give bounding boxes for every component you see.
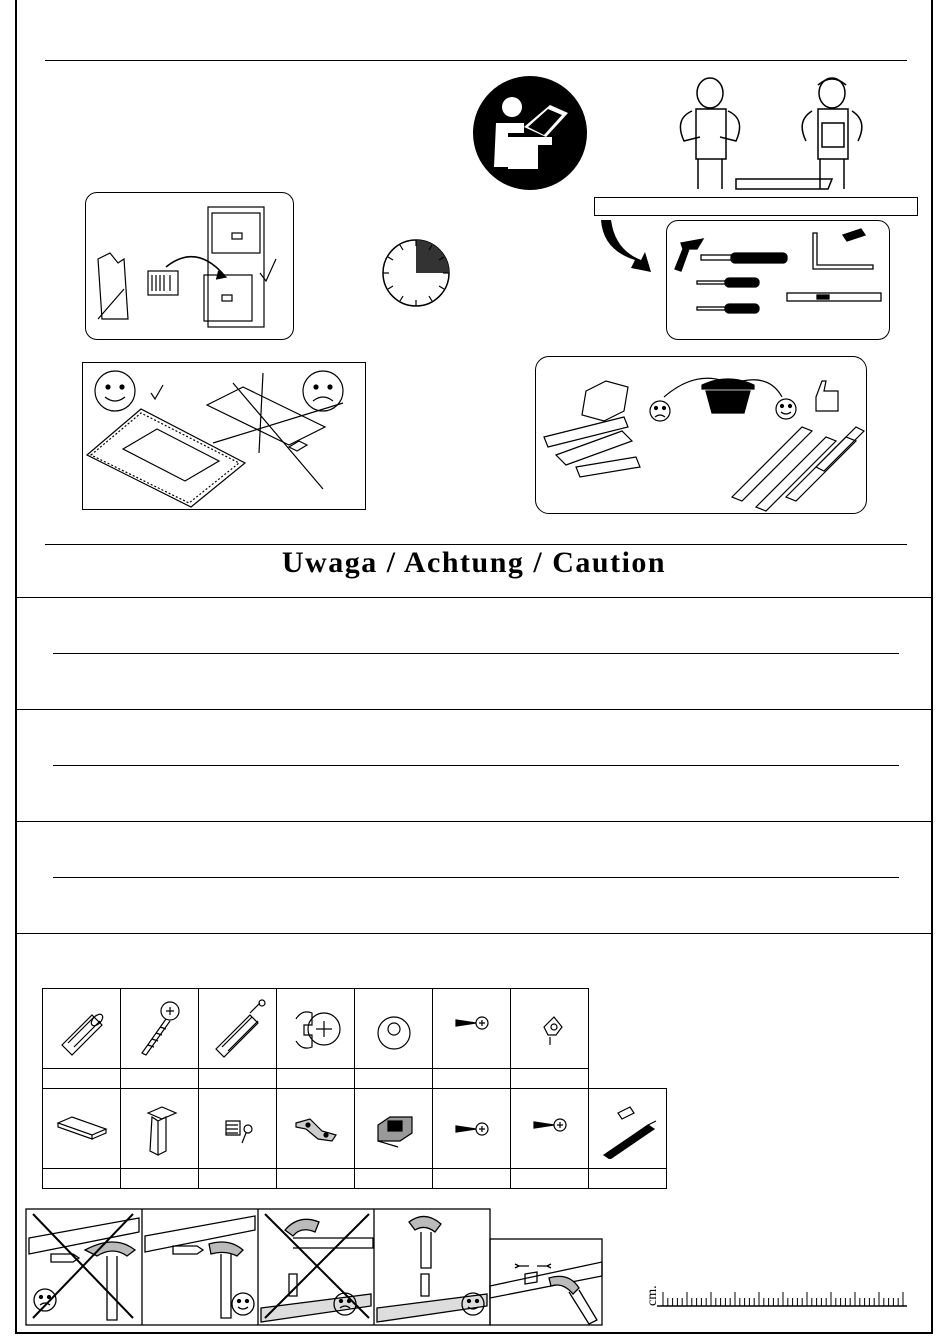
shelf-panel-icon bbox=[43, 1089, 121, 1169]
label-bar bbox=[594, 197, 918, 216]
section-divider bbox=[17, 709, 931, 710]
hardware-table-row2 bbox=[42, 1088, 667, 1189]
hardware-count-cell bbox=[589, 1169, 667, 1189]
caution-top-rule bbox=[45, 544, 907, 545]
wooden-dowel-icon bbox=[43, 989, 121, 1069]
hardware-count-cell bbox=[199, 1169, 277, 1189]
two-person-assembly-icon bbox=[672, 75, 872, 195]
keep-manual-panel bbox=[85, 192, 294, 340]
ruler-unit-label: cm. bbox=[645, 1285, 660, 1306]
section-rule bbox=[53, 653, 899, 654]
hammer-usage-strip bbox=[25, 1208, 491, 1326]
hardware-count-cell bbox=[433, 1069, 511, 1089]
hardware-count-cell bbox=[199, 1069, 277, 1089]
support-panel bbox=[535, 356, 867, 514]
curved-arrow-icon bbox=[595, 218, 655, 284]
hardware-count-cell bbox=[433, 1169, 511, 1189]
hardware-count-cell bbox=[277, 1069, 355, 1089]
hardware-table-row1 bbox=[42, 988, 589, 1089]
section-divider bbox=[17, 597, 931, 598]
top-rule bbox=[45, 60, 907, 61]
hardware-count-cell bbox=[43, 1069, 121, 1089]
hanging-screw-icon bbox=[589, 1089, 667, 1169]
hinge-plate-icon bbox=[355, 1089, 433, 1169]
instruction-page bbox=[15, 0, 933, 1334]
angle-bracket-icon bbox=[199, 1089, 277, 1169]
work-surface-panel bbox=[82, 362, 366, 510]
tools-needed-icon bbox=[666, 220, 890, 340]
hinge-icon bbox=[277, 1089, 355, 1169]
hardware-count-cell bbox=[277, 1169, 355, 1189]
hardware-count-cell bbox=[355, 1069, 433, 1089]
hardware-count-cell bbox=[511, 1069, 589, 1089]
section-rule bbox=[53, 765, 899, 766]
caution-title: Uwaga / Achtung / Caution bbox=[281, 546, 667, 579]
hardware-count-cell bbox=[355, 1169, 433, 1189]
section-divider bbox=[17, 933, 931, 934]
assembly-time-clock-icon bbox=[380, 237, 452, 309]
confirmat-screw-icon bbox=[121, 989, 199, 1069]
small-screw-icon bbox=[433, 989, 511, 1069]
cam-lock-icon bbox=[277, 989, 355, 1069]
hardware-count-cell bbox=[121, 1169, 199, 1189]
hardware-count-cell bbox=[43, 1169, 121, 1189]
dowel-depth-detail bbox=[489, 1238, 603, 1326]
section-rule bbox=[53, 877, 899, 878]
corner-bracket-icon bbox=[511, 989, 589, 1069]
centimeter-ruler bbox=[657, 1282, 909, 1312]
section-divider bbox=[17, 821, 931, 822]
hardware-count-cell bbox=[121, 1069, 199, 1089]
furniture-leg-icon bbox=[121, 1089, 199, 1169]
cover-cap-icon bbox=[355, 989, 433, 1069]
read-instructions-icon bbox=[472, 75, 588, 191]
small-screw-icon bbox=[511, 1089, 589, 1169]
small-screw-icon bbox=[433, 1089, 511, 1169]
wall-plug-screw-icon bbox=[199, 989, 277, 1069]
hardware-count-cell bbox=[511, 1169, 589, 1189]
